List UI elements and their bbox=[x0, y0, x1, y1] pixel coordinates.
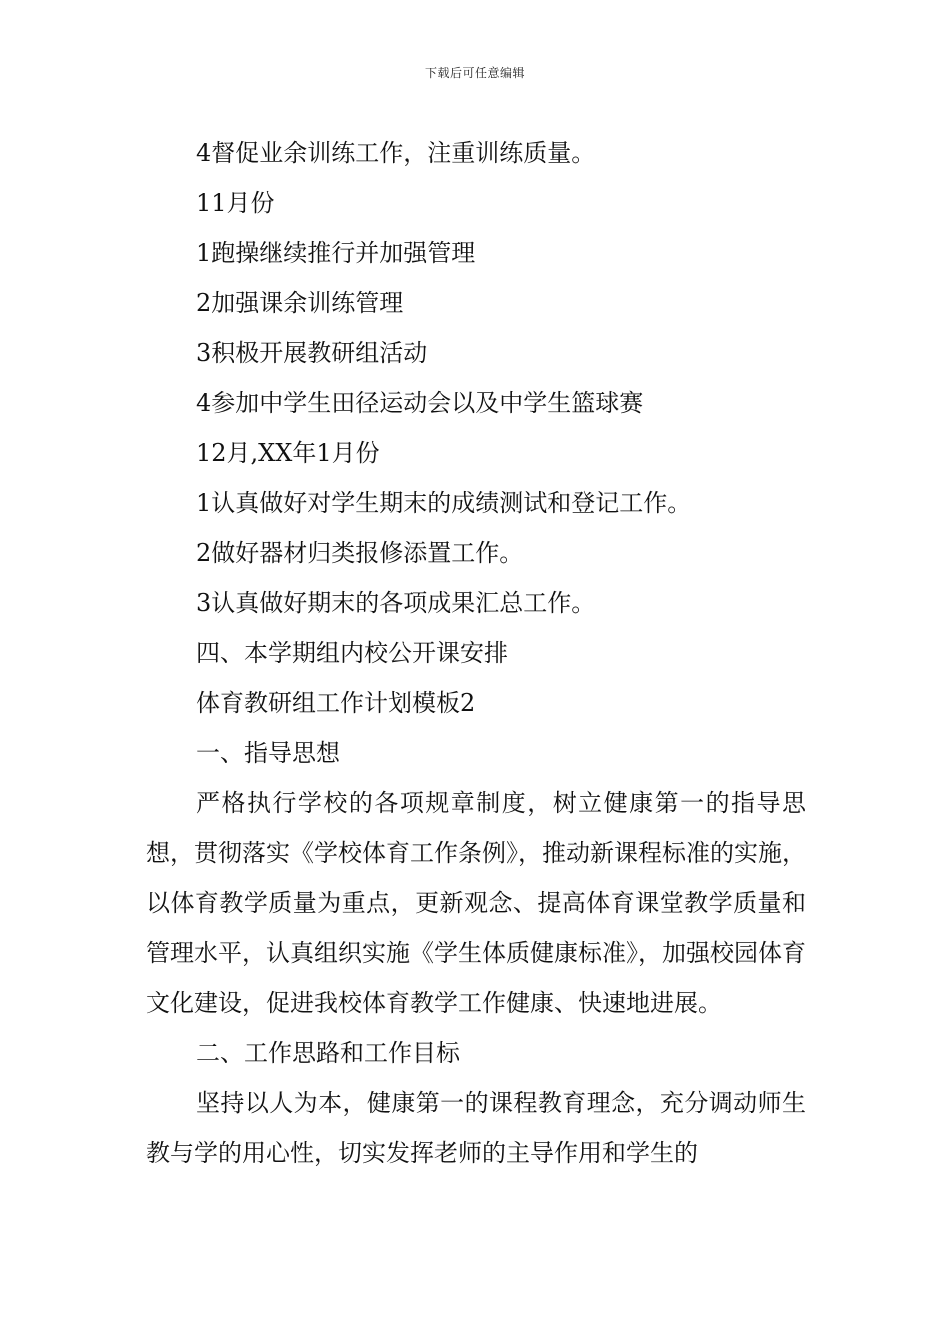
text-line: 4参加中学生田径运动会以及中学生篮球赛 bbox=[196, 389, 644, 417]
text-line: 4督促业余训练工作，注重训练质量。 bbox=[196, 139, 596, 167]
document-title-template-2: 体育教研组工作计划模板2 bbox=[196, 689, 476, 717]
text-line: 2加强课余训练管理 bbox=[196, 289, 404, 317]
document-body bbox=[146, 128, 806, 1178]
section-heading-work-goals: 二、工作思路和工作目标 bbox=[196, 1039, 460, 1067]
text-line: 1认真做好对学生期末的成绩测试和登记工作。 bbox=[196, 489, 692, 517]
section-heading-open-class: 四、本学期组内校公开课安排 bbox=[196, 639, 508, 667]
text-line: 2做好器材归类报修添置工作。 bbox=[196, 539, 524, 567]
text-line: 3积极开展教研组活动 bbox=[196, 339, 428, 367]
text-line: 1跑操继续推行并加强管理 bbox=[196, 239, 476, 267]
month-heading-december-january: 12月,XX年1月份 bbox=[196, 439, 380, 467]
paragraph-guiding-ideology: 严格执行学校的各项规章制度，树立健康第一的指导思想，贯彻落实《学校体育工作条例》，推动新课程标准的实施，以体育教学质量为重点，更新观念、提高体育课堂教学质量和管理水平，认真组织实施《学生体质健康标准》，加强校园体育文化建设，促进我校体育教学工作健康、快速地进展。 bbox=[146, 789, 806, 1017]
page-header-note: 下载后可任意编辑 bbox=[424, 66, 525, 80]
text-line: 3认真做好期末的各项成果汇总工作。 bbox=[196, 589, 596, 617]
paragraph-work-goals: 坚持以人为本，健康第一的课程教育理念，充分调动师生教与学的用心性，切实发挥老师的主导作用和学生的 bbox=[146, 1089, 806, 1167]
section-heading-guiding-ideology: 一、指导思想 bbox=[196, 739, 340, 767]
month-heading-november: 11月份 bbox=[196, 189, 275, 217]
